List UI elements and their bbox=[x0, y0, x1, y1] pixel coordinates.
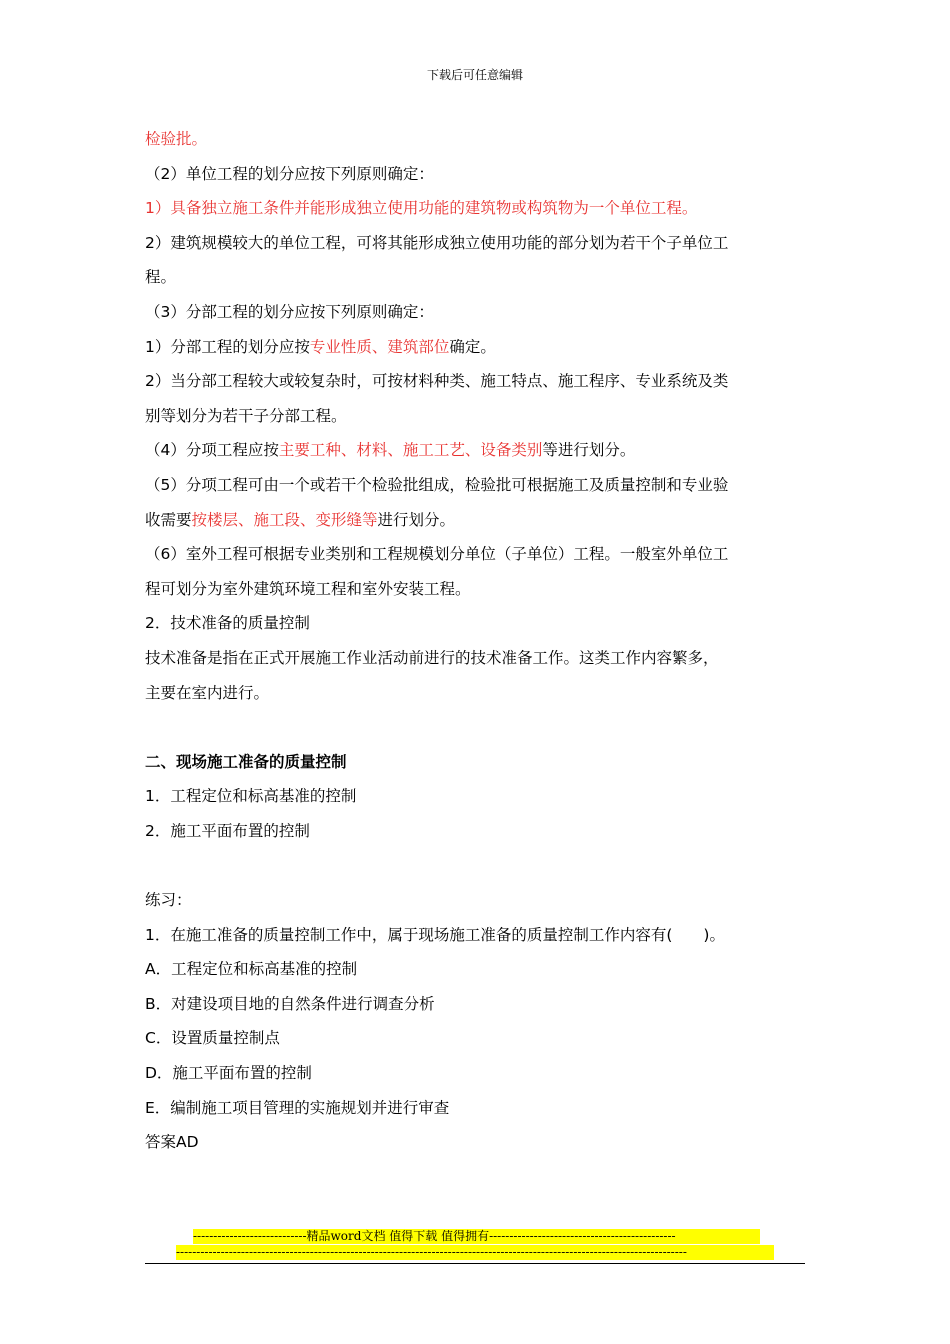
text-line: 主要在室内进行。 bbox=[145, 683, 270, 702]
answer-text: 答案AD bbox=[145, 1133, 199, 1152]
footer-banner: ----------------------------精品word文档 值得下载 值得拥有---------------------------------------------- bbox=[193, 1229, 760, 1244]
option-b: B．对建设项目地的自然条件进行调查分析 bbox=[145, 994, 435, 1013]
option-c: C．设置质量控制点 bbox=[145, 1029, 280, 1048]
exercise-label: 练习： bbox=[145, 891, 192, 910]
text-line: 别等划分为若干子分部工程。 bbox=[145, 406, 347, 425]
text-line: 程可划分为室外建筑环境工程和室外安装工程。 bbox=[145, 579, 471, 598]
text-line: 2）当分部工程较大或较复杂时，可按材料种类、施工特点、施工程序、专业系统及类 bbox=[145, 372, 729, 391]
section-heading: 二、现场施工准备的质量控制 bbox=[145, 752, 347, 771]
text-line: 1）具备独立施工条件并能形成独立使用功能的建筑物或构筑物为一个单位工程。 bbox=[145, 199, 698, 218]
text-line: （5）分项工程可由一个或若干个检验批组成，检验批可根据施工及质量控制和专业验 bbox=[145, 475, 729, 494]
option-e: E．编制施工项目管理的实施规划并进行审查 bbox=[145, 1098, 450, 1117]
text-span: （4）分项工程应按 bbox=[145, 441, 279, 460]
text-span: 收需要 bbox=[145, 510, 192, 529]
text-line: 检验批。 bbox=[145, 130, 208, 148]
footer-dash-line: ------------------------------------------------------------------------------------------------------------------------------ bbox=[176, 1245, 774, 1260]
text-line: 2．施工平面布置的控制 bbox=[145, 821, 310, 840]
blank-line bbox=[145, 710, 805, 745]
text-line bbox=[145, 433, 805, 468]
text-line bbox=[145, 503, 805, 538]
text-line: （2）单位工程的划分应按下列原则确定： bbox=[145, 164, 434, 183]
footer-rule bbox=[145, 1263, 805, 1264]
text-line: 2．技术准备的质量控制 bbox=[145, 614, 310, 633]
text-span: 1）分部工程的划分应按 bbox=[145, 337, 310, 356]
document-body bbox=[145, 122, 805, 1160]
blank-line bbox=[145, 848, 805, 883]
text-line bbox=[145, 330, 805, 365]
option-d: D．施工平面布置的控制 bbox=[145, 1064, 312, 1083]
option-a: A．工程定位和标高基准的控制 bbox=[145, 960, 358, 979]
text-span: 等进行划分。 bbox=[542, 441, 636, 460]
text-span: 进行划分。 bbox=[377, 510, 456, 529]
highlight-text: 主要工种、材料、施工工艺、设备类别 bbox=[278, 441, 543, 460]
page-header: 下载后可任意编辑 bbox=[426, 68, 523, 82]
text-line: （6）室外工程可根据专业类别和工程规模划分单位（子单位）工程。一般室外单位工 bbox=[145, 545, 729, 564]
text-span: 确定。 bbox=[449, 337, 496, 356]
question-text: 1．在施工准备的质量控制工作中，属于现场施工准备的质量控制工作内容有( )。 bbox=[145, 925, 725, 944]
highlight-text: 按楼层、施工段、变形缝等 bbox=[191, 510, 378, 529]
highlight-text: 专业性质、建筑部位 bbox=[309, 337, 450, 356]
text-line: 2）建筑规模较大的单位工程，可将其能形成独立使用功能的部分划为若干个子单位工 bbox=[145, 233, 729, 252]
text-line: （3）分部工程的划分应按下列原则确定： bbox=[145, 302, 434, 321]
text-line: 程。 bbox=[145, 268, 177, 287]
text-line: 1．工程定位和标高基准的控制 bbox=[145, 787, 357, 806]
text-line: 技术准备是指在正式开展施工作业活动前进行的技术准备工作。这类工作内容繁多， bbox=[145, 648, 719, 667]
